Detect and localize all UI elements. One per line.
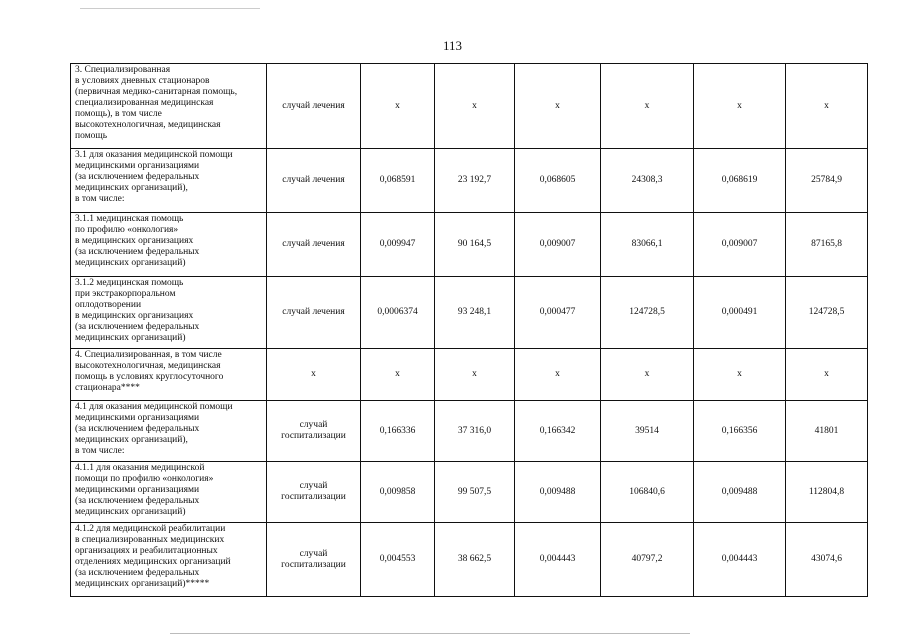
row-description: 3. Специализированная в условиях дневных стационаров (первичная медико-санитарная помощь, специализированная медицинская помощь), в том числе высокотехнологичная, медицинская помощь [71, 64, 267, 149]
row-value-cell: х [601, 349, 694, 401]
row-value-cell: 39514 [601, 401, 694, 462]
table-row [71, 523, 868, 597]
row-value-cell: х [515, 64, 601, 149]
row-description: 4.1 для оказания медицинской помощи медицинскими организациями (за исключением федеральных медицинских организаций), в том числе: [71, 401, 267, 462]
row-value-cell: 0,004443 [694, 523, 786, 597]
table-row [71, 149, 868, 213]
table-row [71, 401, 868, 462]
row-value-cell: 0,166356 [694, 401, 786, 462]
row-value-cell: 0,004443 [515, 523, 601, 597]
table-row [71, 64, 868, 149]
row-value-cell: 124728,5 [786, 277, 868, 349]
row-value-cell: 0,009488 [694, 462, 786, 523]
row-unit: случай лечения [267, 213, 361, 277]
row-value-cell: х [786, 349, 868, 401]
row-value-cell: 25784,9 [786, 149, 868, 213]
row-value-cell: 0,166336 [361, 401, 435, 462]
row-value-cell: х [601, 64, 694, 149]
row-value-cell: 83066,1 [601, 213, 694, 277]
row-value-cell: 0,068591 [361, 149, 435, 213]
row-value-cell: 99 507,5 [435, 462, 515, 523]
row-value-cell: х [694, 349, 786, 401]
row-value-cell: 0,009007 [694, 213, 786, 277]
row-value-cell: 0,009488 [515, 462, 601, 523]
row-value-cell: 23 192,7 [435, 149, 515, 213]
row-value-cell: 124728,5 [601, 277, 694, 349]
table-row [71, 277, 868, 349]
row-value-cell: х [435, 64, 515, 149]
row-value-cell: х [435, 349, 515, 401]
row-value-cell: 0,068619 [694, 149, 786, 213]
page-number: 113 [442, 38, 463, 53]
row-unit: случай лечения [267, 277, 361, 349]
row-value-cell: 0,000491 [694, 277, 786, 349]
row-unit: случай лечения [267, 149, 361, 213]
row-value-cell: 37 316,0 [435, 401, 515, 462]
row-value-cell: х [361, 349, 435, 401]
row-description: 3.1.1 медицинская помощь по профилю «онкология» в медицинских организациях (за исключением федеральных медицинских организаций) [71, 213, 267, 277]
row-value-cell: 38 662,5 [435, 523, 515, 597]
row-unit: х [267, 349, 361, 401]
row-value-cell: 24308,3 [601, 149, 694, 213]
row-unit: случай госпитализации [267, 523, 361, 597]
row-unit: случай госпитализации [267, 462, 361, 523]
row-value-cell: 0,004553 [361, 523, 435, 597]
row-unit: случай госпитализации [267, 401, 361, 462]
row-value-cell: х [515, 349, 601, 401]
row-value-cell: 0,009858 [361, 462, 435, 523]
row-value-cell: 93 248,1 [435, 277, 515, 349]
row-value-cell: 87165,8 [786, 213, 868, 277]
row-value-cell: 0,009947 [361, 213, 435, 277]
row-value-cell: 90 164,5 [435, 213, 515, 277]
scan-top-rule [80, 8, 260, 9]
row-value-cell: 0,000477 [515, 277, 601, 349]
row-description: 3.1 для оказания медицинской помощи медицинскими организациями (за исключением федеральных медицинских организаций), в том числе: [71, 149, 267, 213]
row-value-cell: 106840,6 [601, 462, 694, 523]
row-value-cell: 43074,6 [786, 523, 868, 597]
row-value-cell: 0,068605 [515, 149, 601, 213]
table-row [71, 349, 868, 401]
row-value-cell: 40797,2 [601, 523, 694, 597]
scan-bottom-rule [170, 633, 690, 634]
row-unit: случай лечения [267, 64, 361, 149]
row-value-cell: 0,0006374 [361, 277, 435, 349]
row-description: 4. Специализированная, в том числе высокотехнологичная, медицинская помощь в условиях круглосуточного стационара**** [71, 349, 267, 401]
row-description: 4.1.1 для оказания медицинской помощи по профилю «онкология» медицинскими организациями (за исключением федеральных медицинских организаций) [71, 462, 267, 523]
row-value-cell: 41801 [786, 401, 868, 462]
row-value-cell: 0,009007 [515, 213, 601, 277]
table-row [71, 213, 868, 277]
row-value-cell: х [694, 64, 786, 149]
row-value-cell: 112804,8 [786, 462, 868, 523]
table-body [71, 64, 868, 597]
data-table [70, 63, 868, 597]
row-value-cell: х [786, 64, 868, 149]
row-description: 3.1.2 медицинская помощь при экстракорпоральном оплодотворении в медицинских организациях (за исключением федеральных медицинских организаций) [71, 277, 267, 349]
row-value-cell: х [361, 64, 435, 149]
table-row [71, 462, 868, 523]
row-value-cell: 0,166342 [515, 401, 601, 462]
row-description: 4.1.2 для медицинской реабилитации в специализированных медицинских организациях и реабилитационных отделениях медицинских организаций (за исключением федеральных медицинских организаций)***** [71, 523, 267, 597]
